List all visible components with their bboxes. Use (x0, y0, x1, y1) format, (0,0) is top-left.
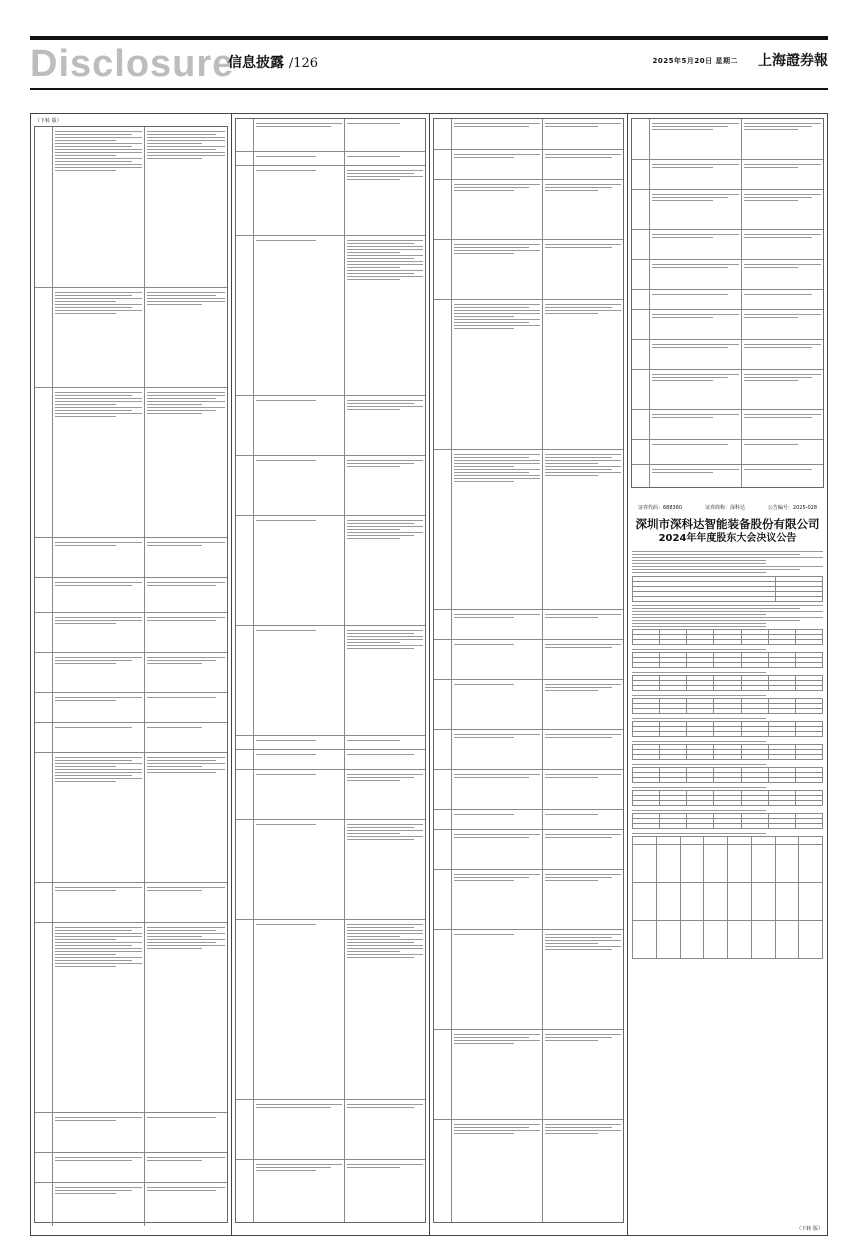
masthead (30, 44, 828, 84)
table-row (35, 692, 227, 722)
column-3 (429, 114, 627, 1235)
vote-table (632, 767, 823, 783)
masthead-top-rule (30, 36, 828, 40)
vote-table (632, 790, 823, 806)
stock-code: 证券代码：688360 (638, 505, 683, 511)
table-row (632, 119, 823, 159)
table-row (632, 339, 823, 369)
continued-to-label: （下转 版） (796, 1226, 823, 1232)
table-row (434, 179, 623, 239)
table-row (236, 395, 425, 455)
table-row (35, 612, 227, 652)
table-row (434, 149, 623, 179)
table-row (35, 127, 227, 287)
table-row (236, 819, 425, 919)
table-row (632, 439, 823, 464)
table-row (236, 515, 425, 625)
table-row (434, 869, 623, 929)
vote-table (632, 721, 823, 737)
table-row (35, 577, 227, 612)
page-number: /126 (288, 56, 319, 71)
table-row (35, 882, 227, 922)
amendment-table-4 (631, 118, 824, 488)
column-2 (231, 114, 429, 1235)
vote-table (632, 698, 823, 714)
table-row (632, 229, 823, 259)
company-name: 深圳市深科达智能装备股份有限公司 (635, 517, 820, 531)
amendment-table-3 (433, 118, 624, 1223)
announcement-title: 2024年年度股东大会决议公告 (658, 533, 797, 544)
table-row (35, 387, 227, 537)
table-row (632, 369, 823, 409)
table-row (35, 922, 227, 1112)
table-row (236, 1159, 425, 1222)
table-row (236, 625, 425, 735)
table-row (35, 1182, 227, 1226)
table-row (632, 409, 823, 439)
table-row (35, 1112, 227, 1152)
table-row (236, 455, 425, 515)
vote-table (632, 652, 823, 668)
newspaper-name: 上海證券報 (758, 53, 828, 69)
table-row (35, 287, 227, 387)
table-row (632, 464, 823, 487)
column-4 (627, 114, 827, 1235)
table-row (236, 165, 425, 235)
section-title (228, 52, 318, 72)
table-row (35, 1152, 227, 1182)
column-1 (31, 114, 231, 1235)
amendment-table-2 (235, 118, 426, 1223)
page-frame (30, 113, 828, 1236)
table-row (434, 609, 623, 639)
vote-table-large (632, 836, 823, 959)
table-row (35, 652, 227, 692)
table-row (434, 1119, 623, 1222)
table-row (434, 119, 623, 149)
agm-resolution-announcement (632, 504, 823, 963)
table-row (35, 752, 227, 882)
table-row (632, 259, 823, 289)
table-row (236, 151, 425, 165)
table-row (236, 119, 425, 151)
amendment-table-1 (34, 126, 228, 1223)
table-row (35, 722, 227, 752)
table-row (236, 769, 425, 819)
vote-table (632, 813, 823, 829)
attendance-table (632, 576, 823, 602)
vote-table (632, 675, 823, 691)
section-name: 信息披露 (228, 55, 284, 71)
continued-from-label: （下转 版） (35, 118, 62, 124)
table-row (434, 729, 623, 769)
issue-date: 2025年5月20日 星期二 (652, 57, 738, 65)
vote-table (632, 629, 823, 645)
stock-abbr: 证券简称：深科达 (705, 505, 746, 511)
notice-number: 公告编号：2025-028 (767, 505, 817, 511)
table-row (434, 769, 623, 809)
masthead-bottom-rule (30, 88, 828, 90)
table-row (434, 639, 623, 679)
table-row (236, 235, 425, 395)
brand-logo: Disclosure (30, 43, 235, 85)
announcement-body (632, 551, 823, 959)
announcement-codes (632, 504, 823, 511)
table-row (434, 299, 623, 449)
vote-table (632, 744, 823, 760)
table-row (434, 1029, 623, 1119)
table-row (434, 239, 623, 299)
table-row (236, 735, 425, 749)
table-row (434, 679, 623, 729)
table-row (434, 929, 623, 1029)
table-row (434, 829, 623, 869)
table-row (434, 449, 623, 609)
table-row (632, 189, 823, 229)
table-row (236, 1099, 425, 1159)
table-row (632, 159, 823, 189)
table-row (632, 309, 823, 339)
table-row (236, 749, 425, 769)
table-row (632, 289, 823, 309)
table-row (236, 919, 425, 1099)
table-row (434, 809, 623, 829)
table-row (35, 537, 227, 577)
